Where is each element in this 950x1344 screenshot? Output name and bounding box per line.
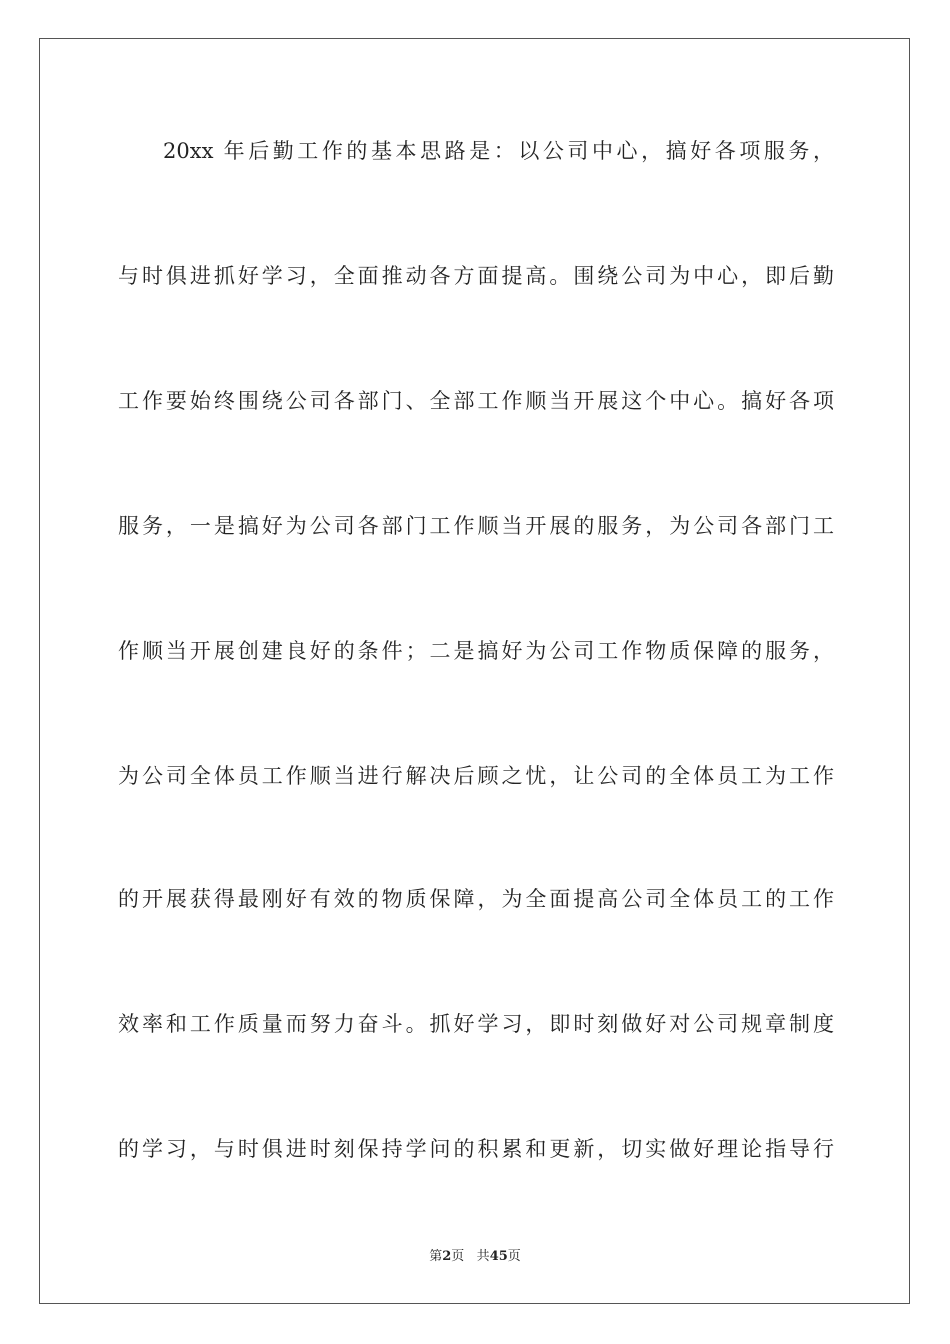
paragraph-line: 的开展获得最刚好有效的物质保障，为全面提高公司全体员工的工作 — [118, 887, 834, 911]
page-number: 2 — [442, 1249, 452, 1264]
page-prefix: 第 — [429, 1249, 443, 1264]
page-footer — [0, 1248, 950, 1266]
paragraph-line: 服务，一是搞好为公司各部门工作顺当开展的服务，为公司各部门工 — [118, 514, 834, 538]
paragraph-line: 20xx 年后勤工作的基本思路是：以公司中心，搞好各项服务， — [163, 139, 834, 163]
paragraph-line: 与时俱进抓好学习，全面推动各方面提高。围绕公司为中心，即后勤 — [118, 264, 834, 288]
total-suffix: 页 — [507, 1249, 521, 1264]
page-suffix: 页 — [451, 1249, 465, 1264]
paragraph-line: 的学习，与时俱进时刻保持学问的积累和更新，切实做好理论指导行 — [118, 1137, 834, 1161]
paragraph-line: 为公司全体员工作顺当进行解决后顾之忧，让公司的全体员工为工作 — [118, 764, 834, 788]
total-prefix: 共 — [476, 1249, 490, 1264]
paragraph-line: 作顺当开展创建良好的条件；二是搞好为公司工作物质保障的服务， — [118, 639, 834, 663]
total-pages: 45 — [489, 1249, 508, 1264]
paragraph-line: 效率和工作质量而努力奋斗。抓好学习，即时刻做好对公司规章制度 — [118, 1012, 834, 1036]
paragraph-line: 工作要始终围绕公司各部门、全部工作顺当开展这个中心。搞好各项 — [118, 389, 834, 413]
page-border — [39, 38, 910, 1304]
